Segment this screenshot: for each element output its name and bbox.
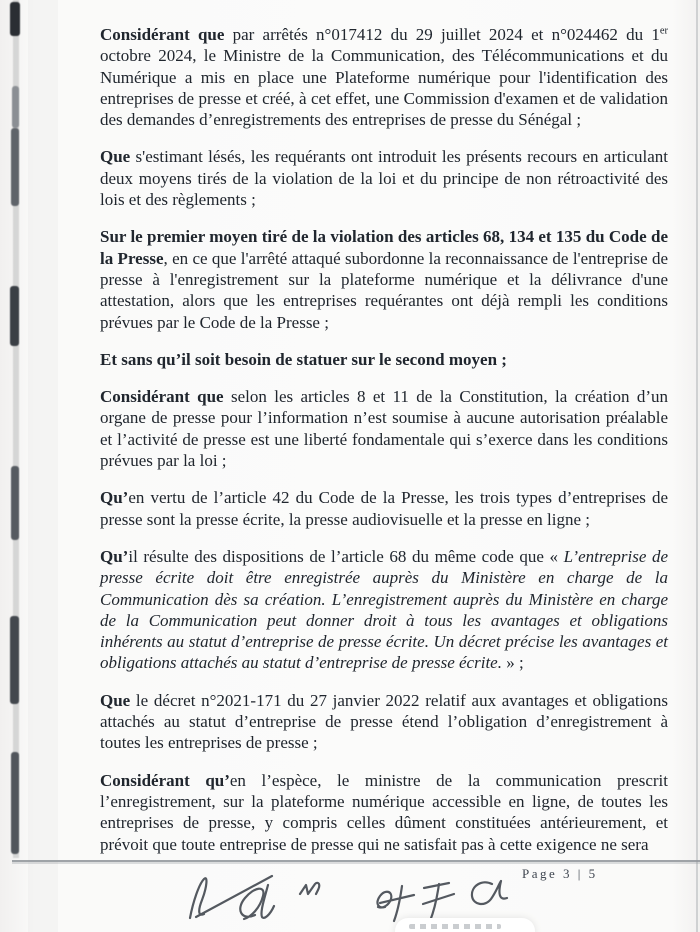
text-run: L’entreprise de presse écrite doit être enregistrée auprès du Ministère en charge de la Communication dès sa création. L’enregistrement auprès du Ministère en charge de la Communication peut donner droit à tous les avantages et obligations inhérents au statut d’entreprise de presse écrite. Un décret précise les avantages et obligations attachés au statut d’entreprise de presse écrite. <box>100 546 668 673</box>
text-run: er <box>659 25 669 37</box>
text-run: Considérant que <box>100 387 224 407</box>
paragraph <box>100 770 668 855</box>
text-run: selon les articles 8 et 11 de la Constitution, la création d’un organe de presse pour l’information n’est soumise à aucune autorisation préalable et l’activité de presse est une liberté fondamentale qui s’exerce dans les conditions prévues par la loi ; <box>100 387 669 471</box>
text-run: par arrêtés n°017412 du 29 juillet 2024 et n°024462 du 1 <box>224 25 660 44</box>
text-run: le décret n°2021-171 du 27 janvier 2022 relatif aux avantages et obligations attachés au statut d’entreprise de presse étend l’obligation d’enregistrement à toutes les entreprises de presse ; <box>100 690 668 753</box>
scan-shadow-band <box>28 0 58 932</box>
signature-initials-2 <box>300 883 319 894</box>
text-run: Considérant qu’ <box>100 770 230 790</box>
signature-initials-3 <box>378 886 414 921</box>
scan-edge-artifact <box>11 466 19 540</box>
scan-edge-artifact <box>10 286 19 346</box>
scan-edge-artifact <box>12 86 19 128</box>
text-run: Qu’ <box>100 488 129 508</box>
signature-initials-5 <box>472 881 507 904</box>
text-run: en l’espèce, le ministre de la communication prescrit l’enregistrement, sur la plateforme numérique accessible en ligne, de toutes les entreprises de presse, y compris celles dûment constituées antérieurement, et prévoit que toute entreprise de presse qui ne satisfait pas à cette exigence ne sera <box>100 770 668 854</box>
text-run: Que <box>100 690 131 710</box>
text-run: Sur le premier moyen tiré de la violation des articles 68, 134 et 135 du Code de la Presse <box>100 227 668 268</box>
text-run: Qu’ <box>100 546 129 566</box>
text-run: Et sans qu’il soit besoin de statuer sur le second moyen ; <box>100 349 507 369</box>
signature-initials-4 <box>423 883 454 921</box>
paragraph <box>100 546 668 674</box>
text-run: , en ce que l'arrêté attaqué subordonne la reconnaissance de l'entreprise de presse à l'enregistrement sur la plateforme numérique et la délivrance d'une attestation, alors que les entreprises requérantes ont déjà rempli les conditions prévues par le Code de la Presse ; <box>100 248 668 332</box>
text-run: Considérant que <box>100 25 225 44</box>
overlay-pill-faint-text <box>409 924 501 929</box>
text-run: s'estimant lésés, les requérants ont introduit les présents recours en articulant deux moyens tirés de la violation de la loi et du principe de non rétroactivité des lois et des règlements ; <box>100 147 668 210</box>
bottom-overlay-pill[interactable] <box>395 918 535 932</box>
scan-edge-artifact <box>11 128 19 206</box>
scan-fold-line <box>12 860 700 862</box>
text-run: » ; <box>501 653 524 673</box>
paragraph <box>100 386 668 471</box>
paragraph <box>100 24 668 130</box>
scan-edge-artifact <box>11 752 19 854</box>
text-run: octobre 2024, le Ministre de la Communication, des Télécommunications et du Numérique a mis en place une Plateforme numérique pour l'identification des entreprises de presse et créé, à cet effet, une Commission d'examen et de validation des demandes d’enregistrements des entreprises de presse du Sénégal ; <box>100 46 668 130</box>
text-run: il résulte des dispositions de l’article 68 du même code que « <box>128 546 564 566</box>
text-run: en vertu de l’article 42 du Code de la Presse, les trois types d’entreprises de presse sont la presse écrite, la presse audiovisuelle et la presse en ligne ; <box>100 488 668 529</box>
paragraph <box>100 226 668 332</box>
paragraph <box>100 690 668 754</box>
paragraph <box>100 146 668 210</box>
signature-initials-1 <box>190 876 274 919</box>
document-body <box>100 24 668 871</box>
paragraph <box>100 487 668 530</box>
paragraph <box>100 349 668 370</box>
text-run: Que <box>100 147 131 167</box>
scan-edge-artifact <box>10 616 19 704</box>
scan-edge-artifact <box>10 2 20 36</box>
page-edge-line <box>696 0 698 932</box>
page-number-label: Page 3 | 5 <box>522 866 598 881</box>
